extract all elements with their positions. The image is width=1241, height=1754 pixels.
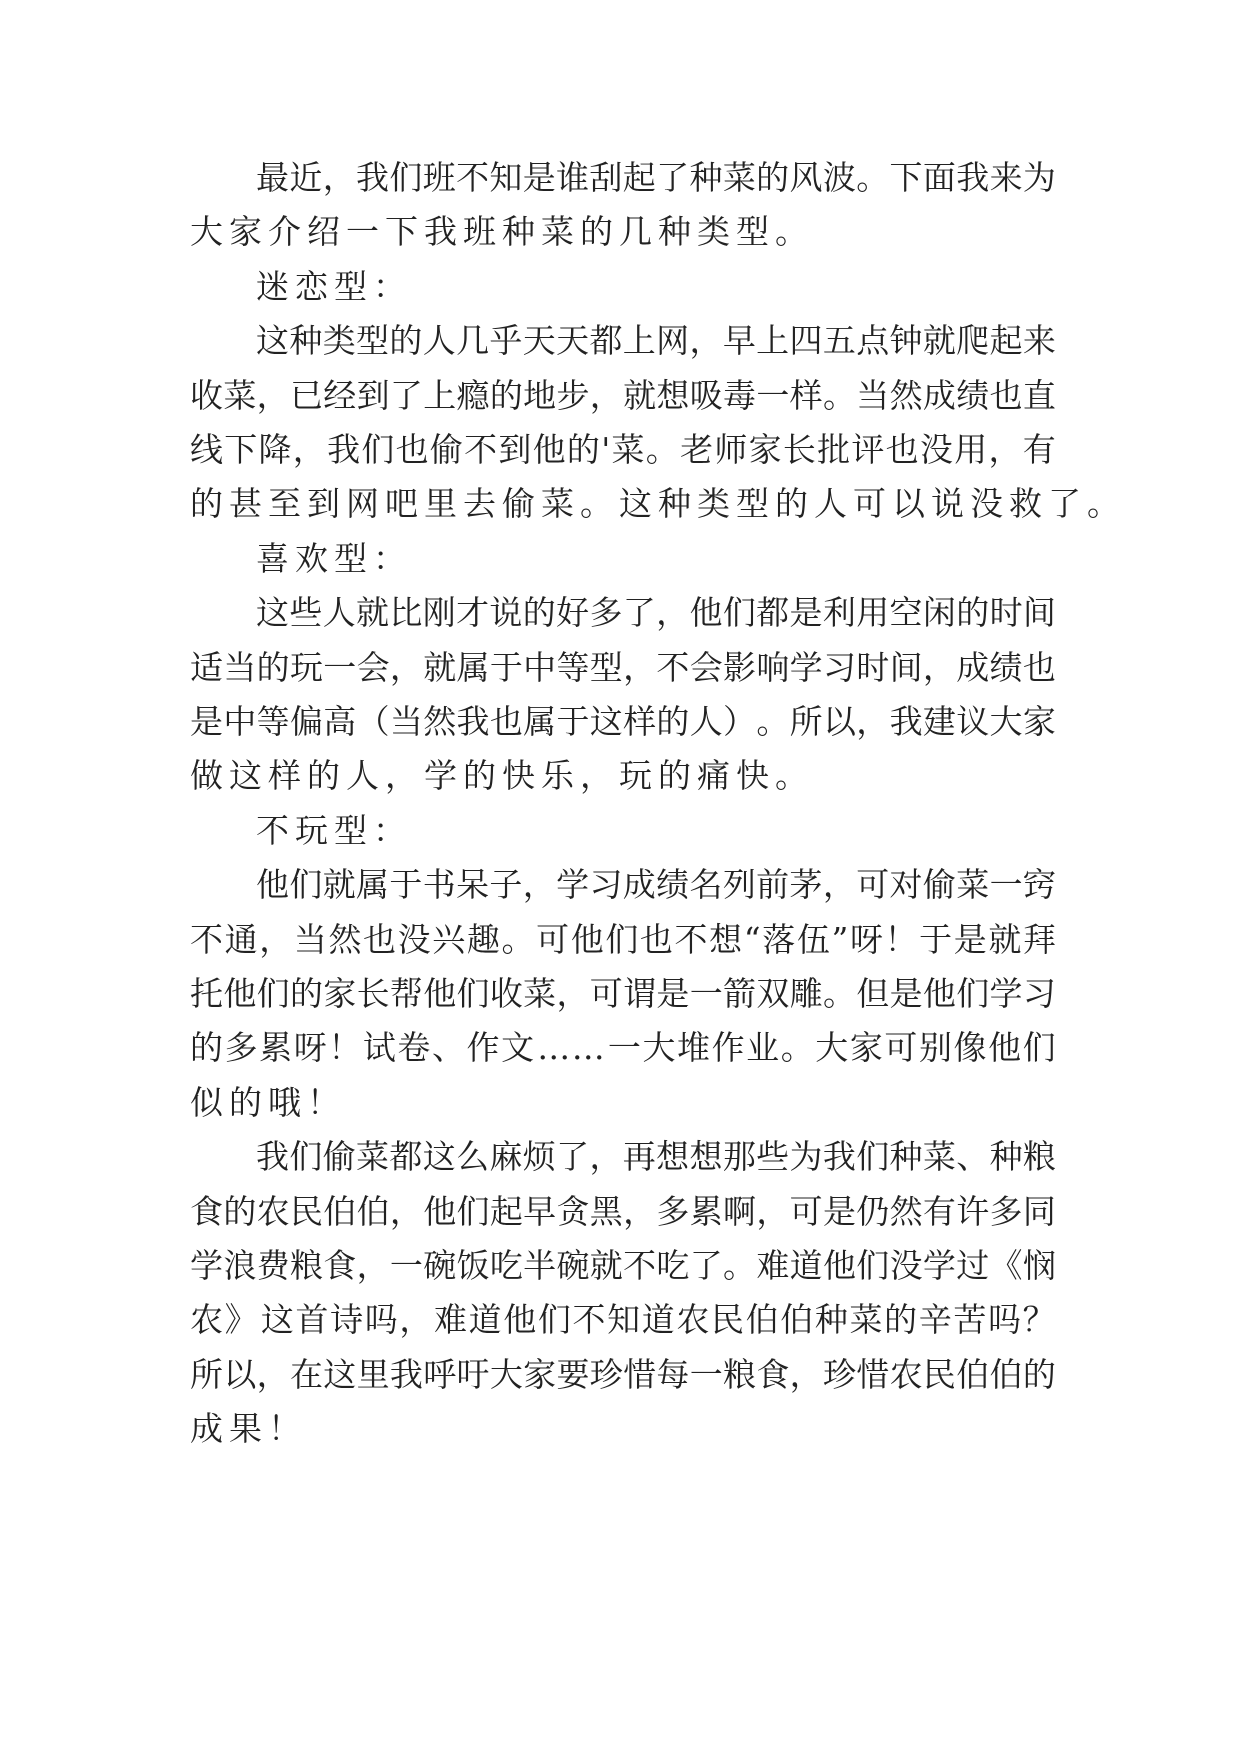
- text-line: 线 下 降 ， 我 们 也 偷 不 到 他 的 ' 菜 。 老 师 家 长 批 评 也 没 用 ， 有: [190, 430, 1056, 469]
- text-line: 适 当 的 玩 一 会 ， 就 属 于 中 等 型 ， 不 会 影 响 学 习 时 间 ， 成 绩 也: [190, 648, 1056, 687]
- text-line: 做这样的人，学的快乐，玩的痛快。: [190, 756, 814, 795]
- text-line: 的甚至到网吧里去偷菜。这种类型的人可以说没救了。: [190, 484, 1126, 523]
- text-line: 学 浪 费 粮 食 ， 一 碗 饭 吃 半 碗 就 不 吃 了 。 难 道 他 们 没 学 过 《 悯: [190, 1246, 1056, 1285]
- text-line: 不 通 ， 当 然 也 没 兴 趣 。 可 他 们 也 不 想 “ 落 伍 ” 呀 ！ 于 是 就 拜: [190, 920, 1056, 959]
- text-line: 喜欢型：: [256, 539, 412, 578]
- text-line: 的 多 累 呀 ！ 试 卷 、 作 文 … … 一 大 堆 作 业 。 大 家 可 别 像 他 们: [190, 1028, 1056, 1067]
- text-line: 这 些 人 就 比 刚 才 说 的 好 多 了 ， 他 们 都 是 利 用 空 闲 的 时 间: [256, 593, 1056, 632]
- text-line: 他 们 就 属 于 书 呆 子 ， 学 习 成 绩 名 列 前 茅 ， 可 对 偷 菜 一 窍: [256, 865, 1056, 904]
- text-line: 不玩型：: [256, 811, 412, 850]
- text-line: 食 的 农 民 伯 伯 ， 他 们 起 早 贪 黑 ， 多 累 啊 ， 可 是 仍 然 有 许 多 同: [190, 1192, 1056, 1231]
- text-line: 迷恋型：: [256, 267, 412, 306]
- text-line: 我 们 偷 菜 都 这 么 麻 烦 了 ， 再 想 想 那 些 为 我 们 种 菜 、 种 粮: [256, 1137, 1056, 1176]
- text-line: 所 以 ， 在 这 里 我 呼 吁 大 家 要 珍 惜 每 一 粮 食 ， 珍 惜 农 民 伯 伯 的: [190, 1355, 1056, 1394]
- text-line: 农 》 这 首 诗 吗 ， 难 道 他 们 不 知 道 农 民 伯 伯 种 菜 的 辛 苦 吗 ？: [190, 1300, 1056, 1339]
- text-line: 大家介绍一下我班种菜的几种类型。: [190, 212, 814, 251]
- text-line: 收 菜 ， 已 经 到 了 上 瘾 的 地 步 ， 就 想 吸 毒 一 样 。 当 然 成 绩 也 直: [190, 376, 1056, 415]
- text-line: 成果！: [190, 1409, 307, 1448]
- text-line: 似的哦！: [190, 1083, 346, 1122]
- text-line: 这 种 类 型 的 人 几 乎 天 天 都 上 网 ， 早 上 四 五 点 钟 就 爬 起 来: [256, 321, 1056, 360]
- text-line: 托 他 们 的 家 长 帮 他 们 收 菜 ， 可 谓 是 一 箭 双 雕 。 但 是 他 们 学 习: [190, 974, 1056, 1013]
- text-line: 最 近 ， 我 们 班 不 知 是 谁 刮 起 了 种 菜 的 风 波 。 下 面 我 来 为: [256, 158, 1056, 197]
- text-line: 是 中 等 偏 高 （ 当 然 我 也 属 于 这 样 的 人 ） 。 所 以 ， 我 建 议 大 家: [190, 702, 1056, 741]
